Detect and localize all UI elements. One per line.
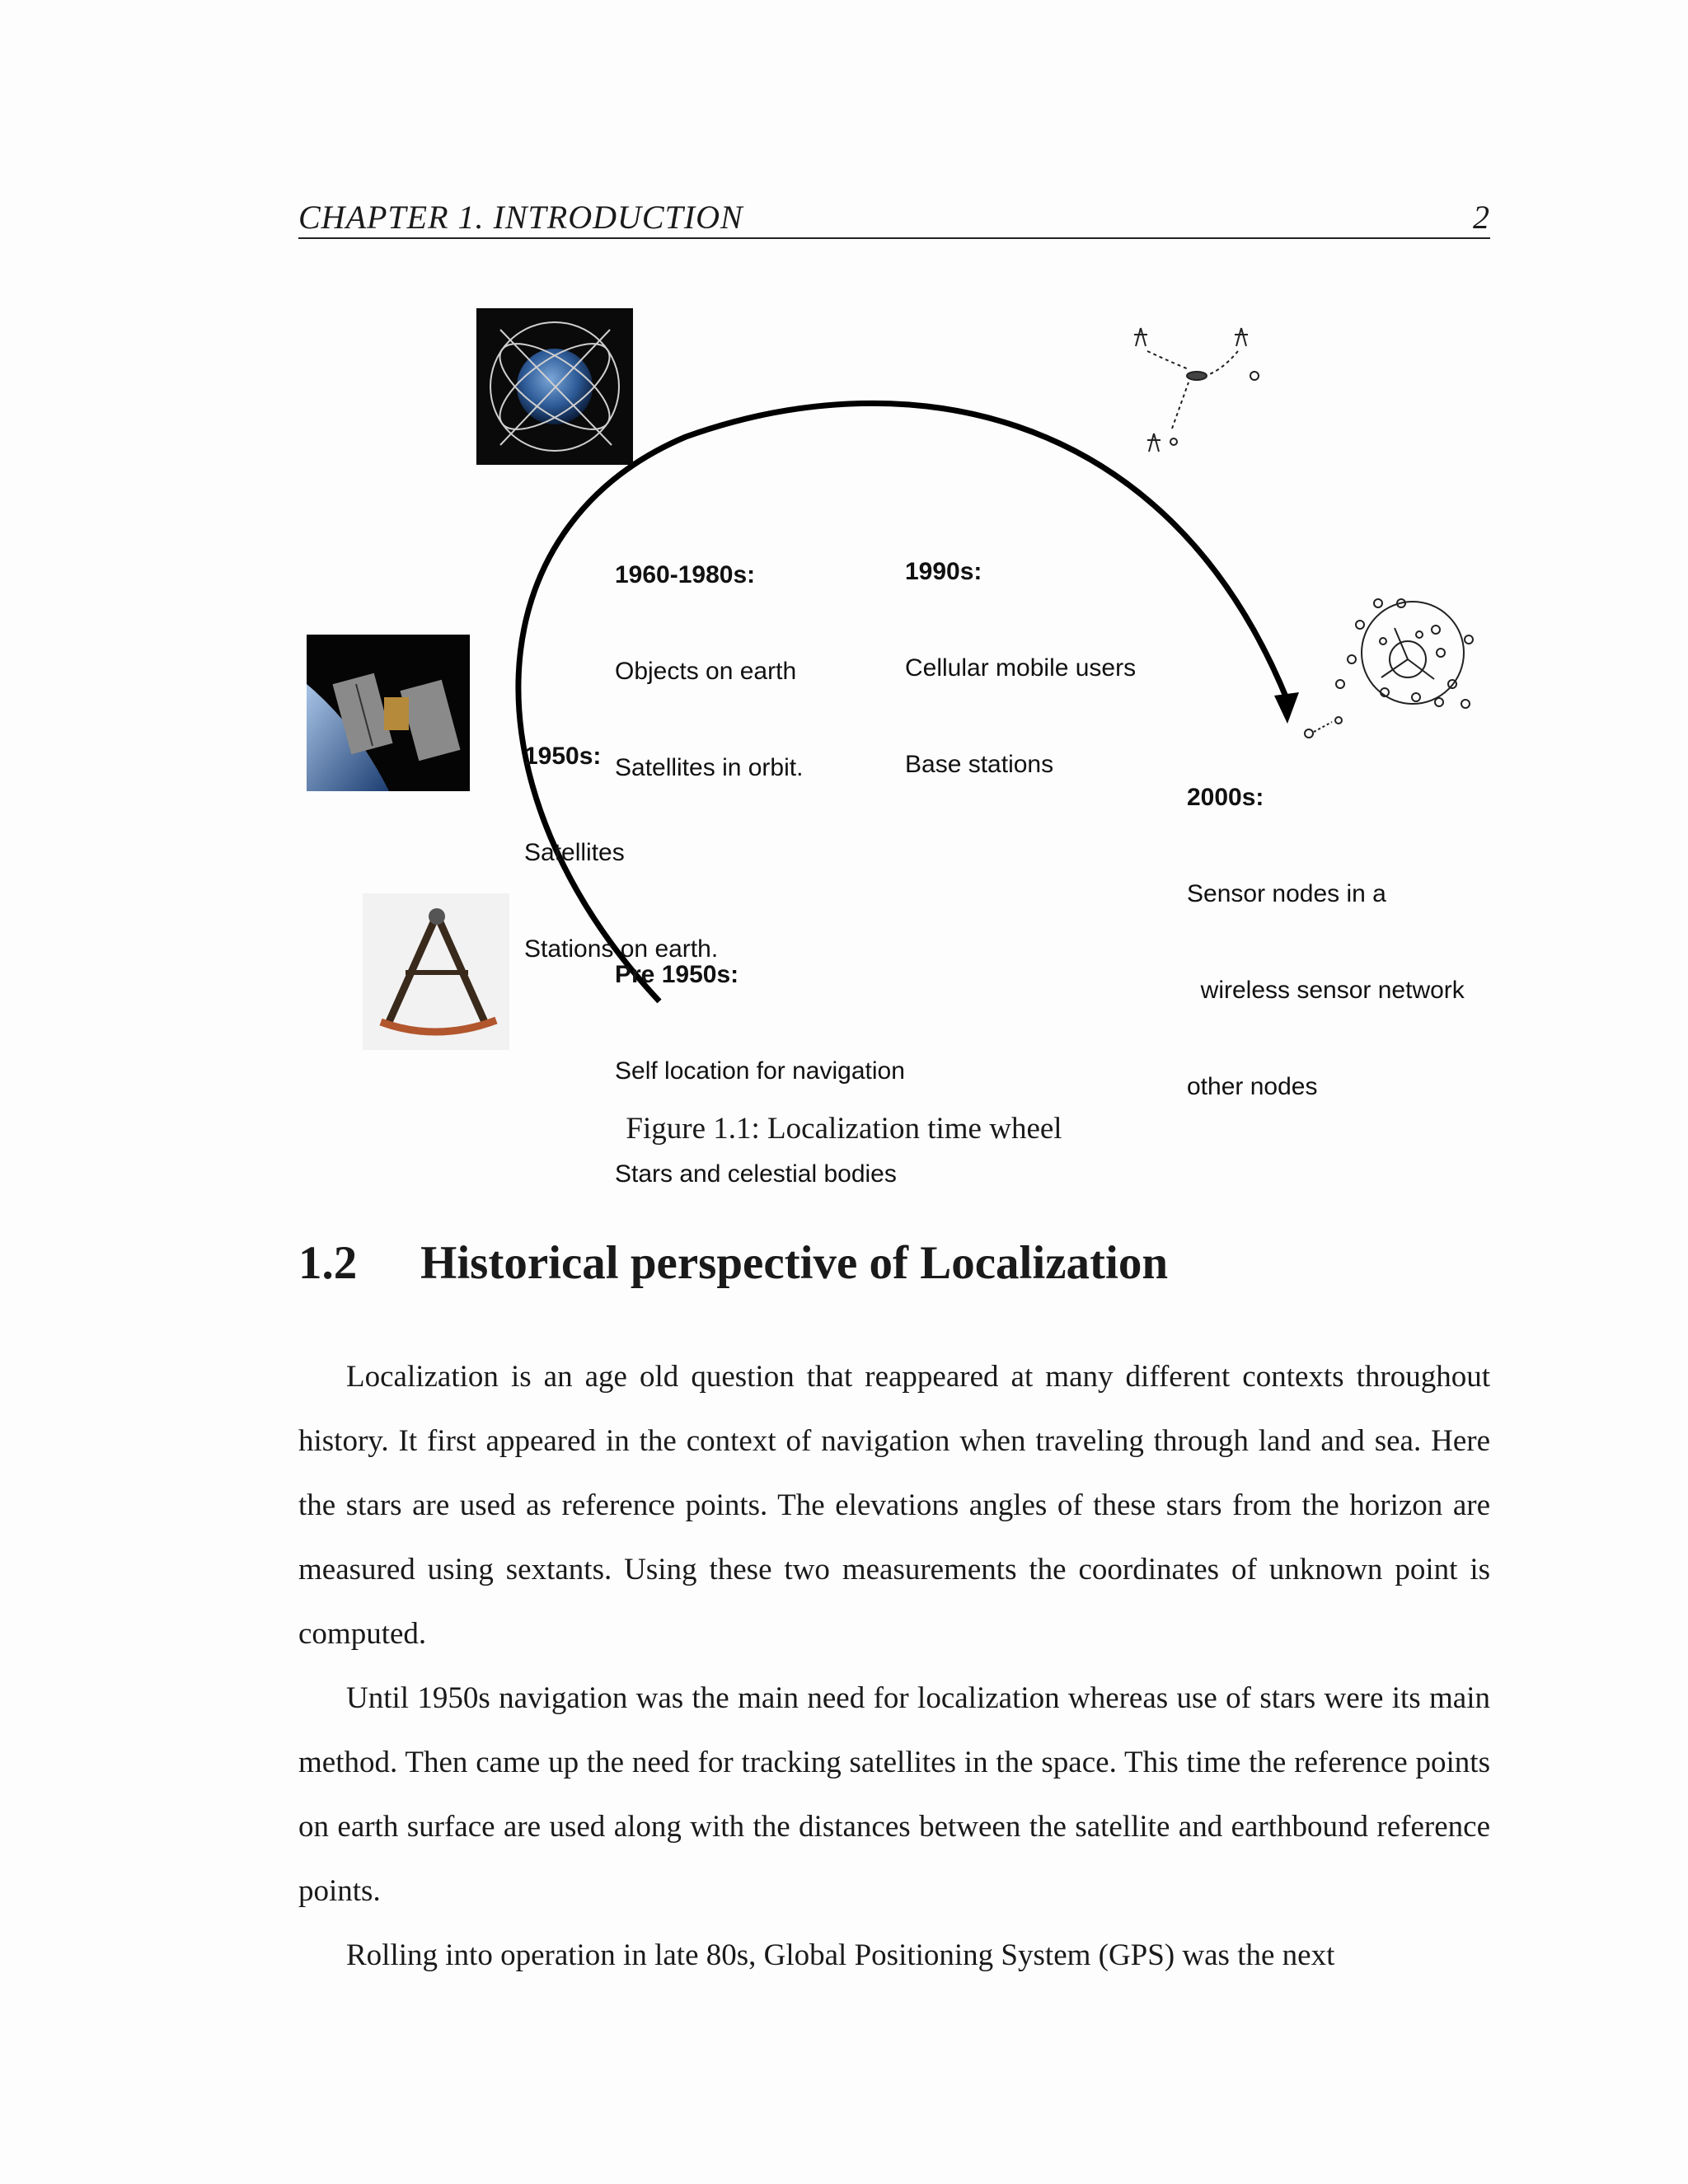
satellite-image: [307, 635, 470, 791]
timeline-text: Satellites in orbit.: [615, 754, 804, 781]
paragraph: Localization is an age old question that reappeared at many different contexts throughout history. It first appeared in the context of navigation when traveling through land and sea. Here the stars are used as reference points. The elevations angles of these stars from the horizon are measured using sextants. Using these two measurements the coordinates of unknown point is computed.: [298, 1360, 1490, 1651]
timeline-text: Self location for navigation: [615, 1057, 905, 1085]
timeline-text: Base stations: [905, 751, 1054, 778]
timeline-year-pre-1950s: Pre 1950s:: [615, 961, 739, 988]
timeline-text: Stations on earth.: [524, 935, 719, 963]
timeline-year-1990s: 1990s:: [905, 558, 982, 585]
timeline-text: Stars and celestial bodies: [615, 1160, 897, 1188]
timeline-text: Sensor nodes in a: [1187, 880, 1386, 907]
timeline-text: wireless sensor network: [1187, 977, 1465, 1004]
running-header: [298, 194, 1490, 239]
section-heading: [298, 1236, 1168, 1290]
timeline-text: Cellular mobile users: [905, 654, 1137, 682]
paragraph: Until 1950s navigation was the main need for localization whereas use of stars were its main method. Then came up the need for tracking satellites in the space. This time the reference points on earth surface are used along with the distances between the satellite and earthbound reference points.: [298, 1681, 1490, 1908]
gps-constellation-image: [476, 308, 633, 465]
figure-caption: Figure 1.1: Localization time wheel: [626, 1112, 1062, 1146]
timeline-label-2000s: [1187, 717, 1465, 1167]
section-number: 1.2: [298, 1237, 358, 1289]
body-text: [298, 1345, 1490, 1988]
section-title-text: Historical perspective of Localization: [420, 1237, 1169, 1289]
timeline-text: other nodes: [1187, 1073, 1318, 1100]
timeline-year-2000s: 2000s:: [1187, 784, 1264, 811]
cellular-network-image: [1134, 328, 1259, 452]
timeline-year-1950s: 1950s:: [524, 743, 602, 770]
paragraph: Rolling into operation in late 80s, Global Positioning System (GPS) was the next: [346, 1938, 1335, 1972]
timeline-text: Satellites: [524, 839, 625, 866]
timeline-year-1960-1980s: 1960-1980s:: [615, 561, 756, 588]
timeline-text: Objects on earth: [615, 658, 797, 685]
page-number: 2: [1473, 199, 1490, 236]
timeline-label-1960-1980s: [615, 494, 803, 848]
chapter-title: CHAPTER 1. INTRODUCTION: [298, 199, 743, 236]
sextant-image: [363, 893, 509, 1050]
timeline-label-1990s: [905, 491, 1136, 845]
